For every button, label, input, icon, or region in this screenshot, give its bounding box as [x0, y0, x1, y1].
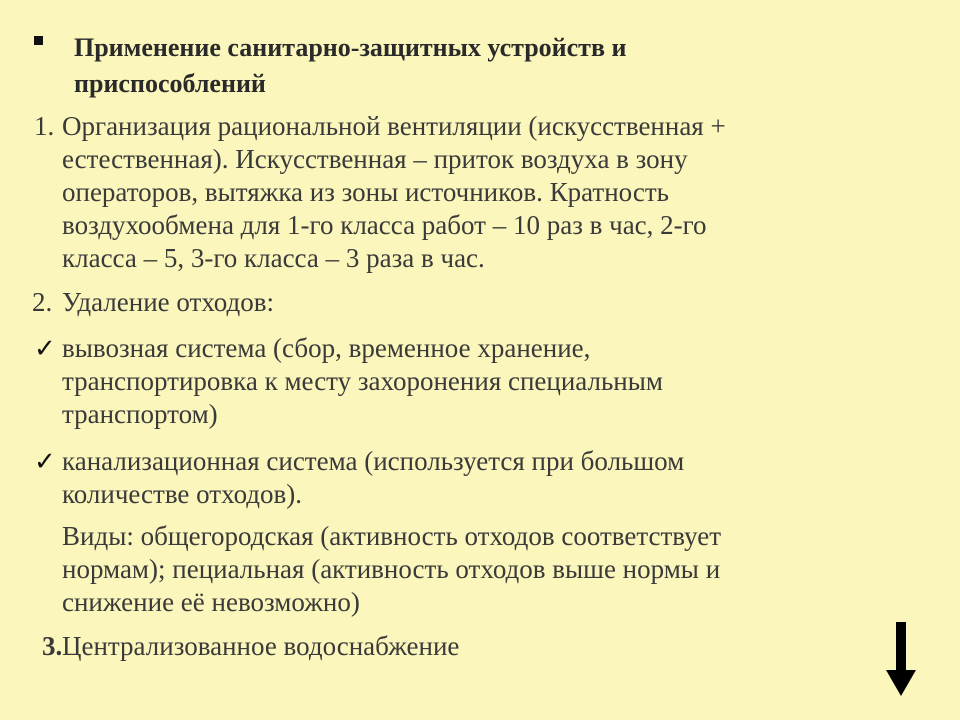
list-item-text — [62, 110, 726, 275]
text-line: нормам); пециальная (активность отходов выше нормы и — [62, 554, 721, 584]
text-line: воздухообмена для 1-го класса работ – 10 раз в час, 2-го — [62, 210, 707, 240]
text-line: естественная). Искусственная – приток воздуха в зону — [62, 144, 688, 174]
text-line: снижение её невозможно) — [62, 587, 360, 617]
down-arrow-icon[interactable] — [884, 622, 918, 696]
text-line: канализационная система (используется при большом — [62, 446, 685, 476]
list-number: 2. — [32, 287, 53, 317]
text-line: Виды: общегородская (активность отходов соответствует — [62, 521, 722, 551]
text-line: Централизованное водоснабжение — [62, 631, 460, 661]
list-item-text — [62, 630, 459, 663]
text-line: транспортом) — [62, 399, 218, 429]
heading-line: Применение санитарно-защитных устройств и — [74, 33, 627, 62]
list-number: 1. — [34, 111, 55, 141]
text-line: класса – 5, 3-го класса – 3 раза в час. — [62, 243, 485, 273]
text-line: операторов, вытяжка из зоны источников. Кратность — [62, 177, 669, 207]
check-icon: ✓ — [34, 334, 56, 363]
text-line: вывозная система (сбор, временное хранение, — [62, 333, 591, 363]
text-line: транспортировка к месту захоронения специальным — [62, 366, 663, 396]
list-item-text — [62, 286, 274, 319]
text-line: Удаление отходов: — [62, 287, 275, 317]
text-line: количестве отходов). — [62, 479, 303, 509]
square-bullet-icon — [34, 36, 43, 45]
check-icon: ✓ — [34, 447, 56, 476]
types-text — [62, 520, 721, 619]
list-number: 3. — [42, 631, 63, 661]
heading-line: приспособлений — [74, 69, 266, 98]
heading-text — [74, 30, 626, 102]
check-item-text — [62, 445, 684, 511]
text-line: Организация рациональной вентиляции (искусственная + — [62, 111, 726, 141]
check-item-text — [62, 332, 663, 431]
